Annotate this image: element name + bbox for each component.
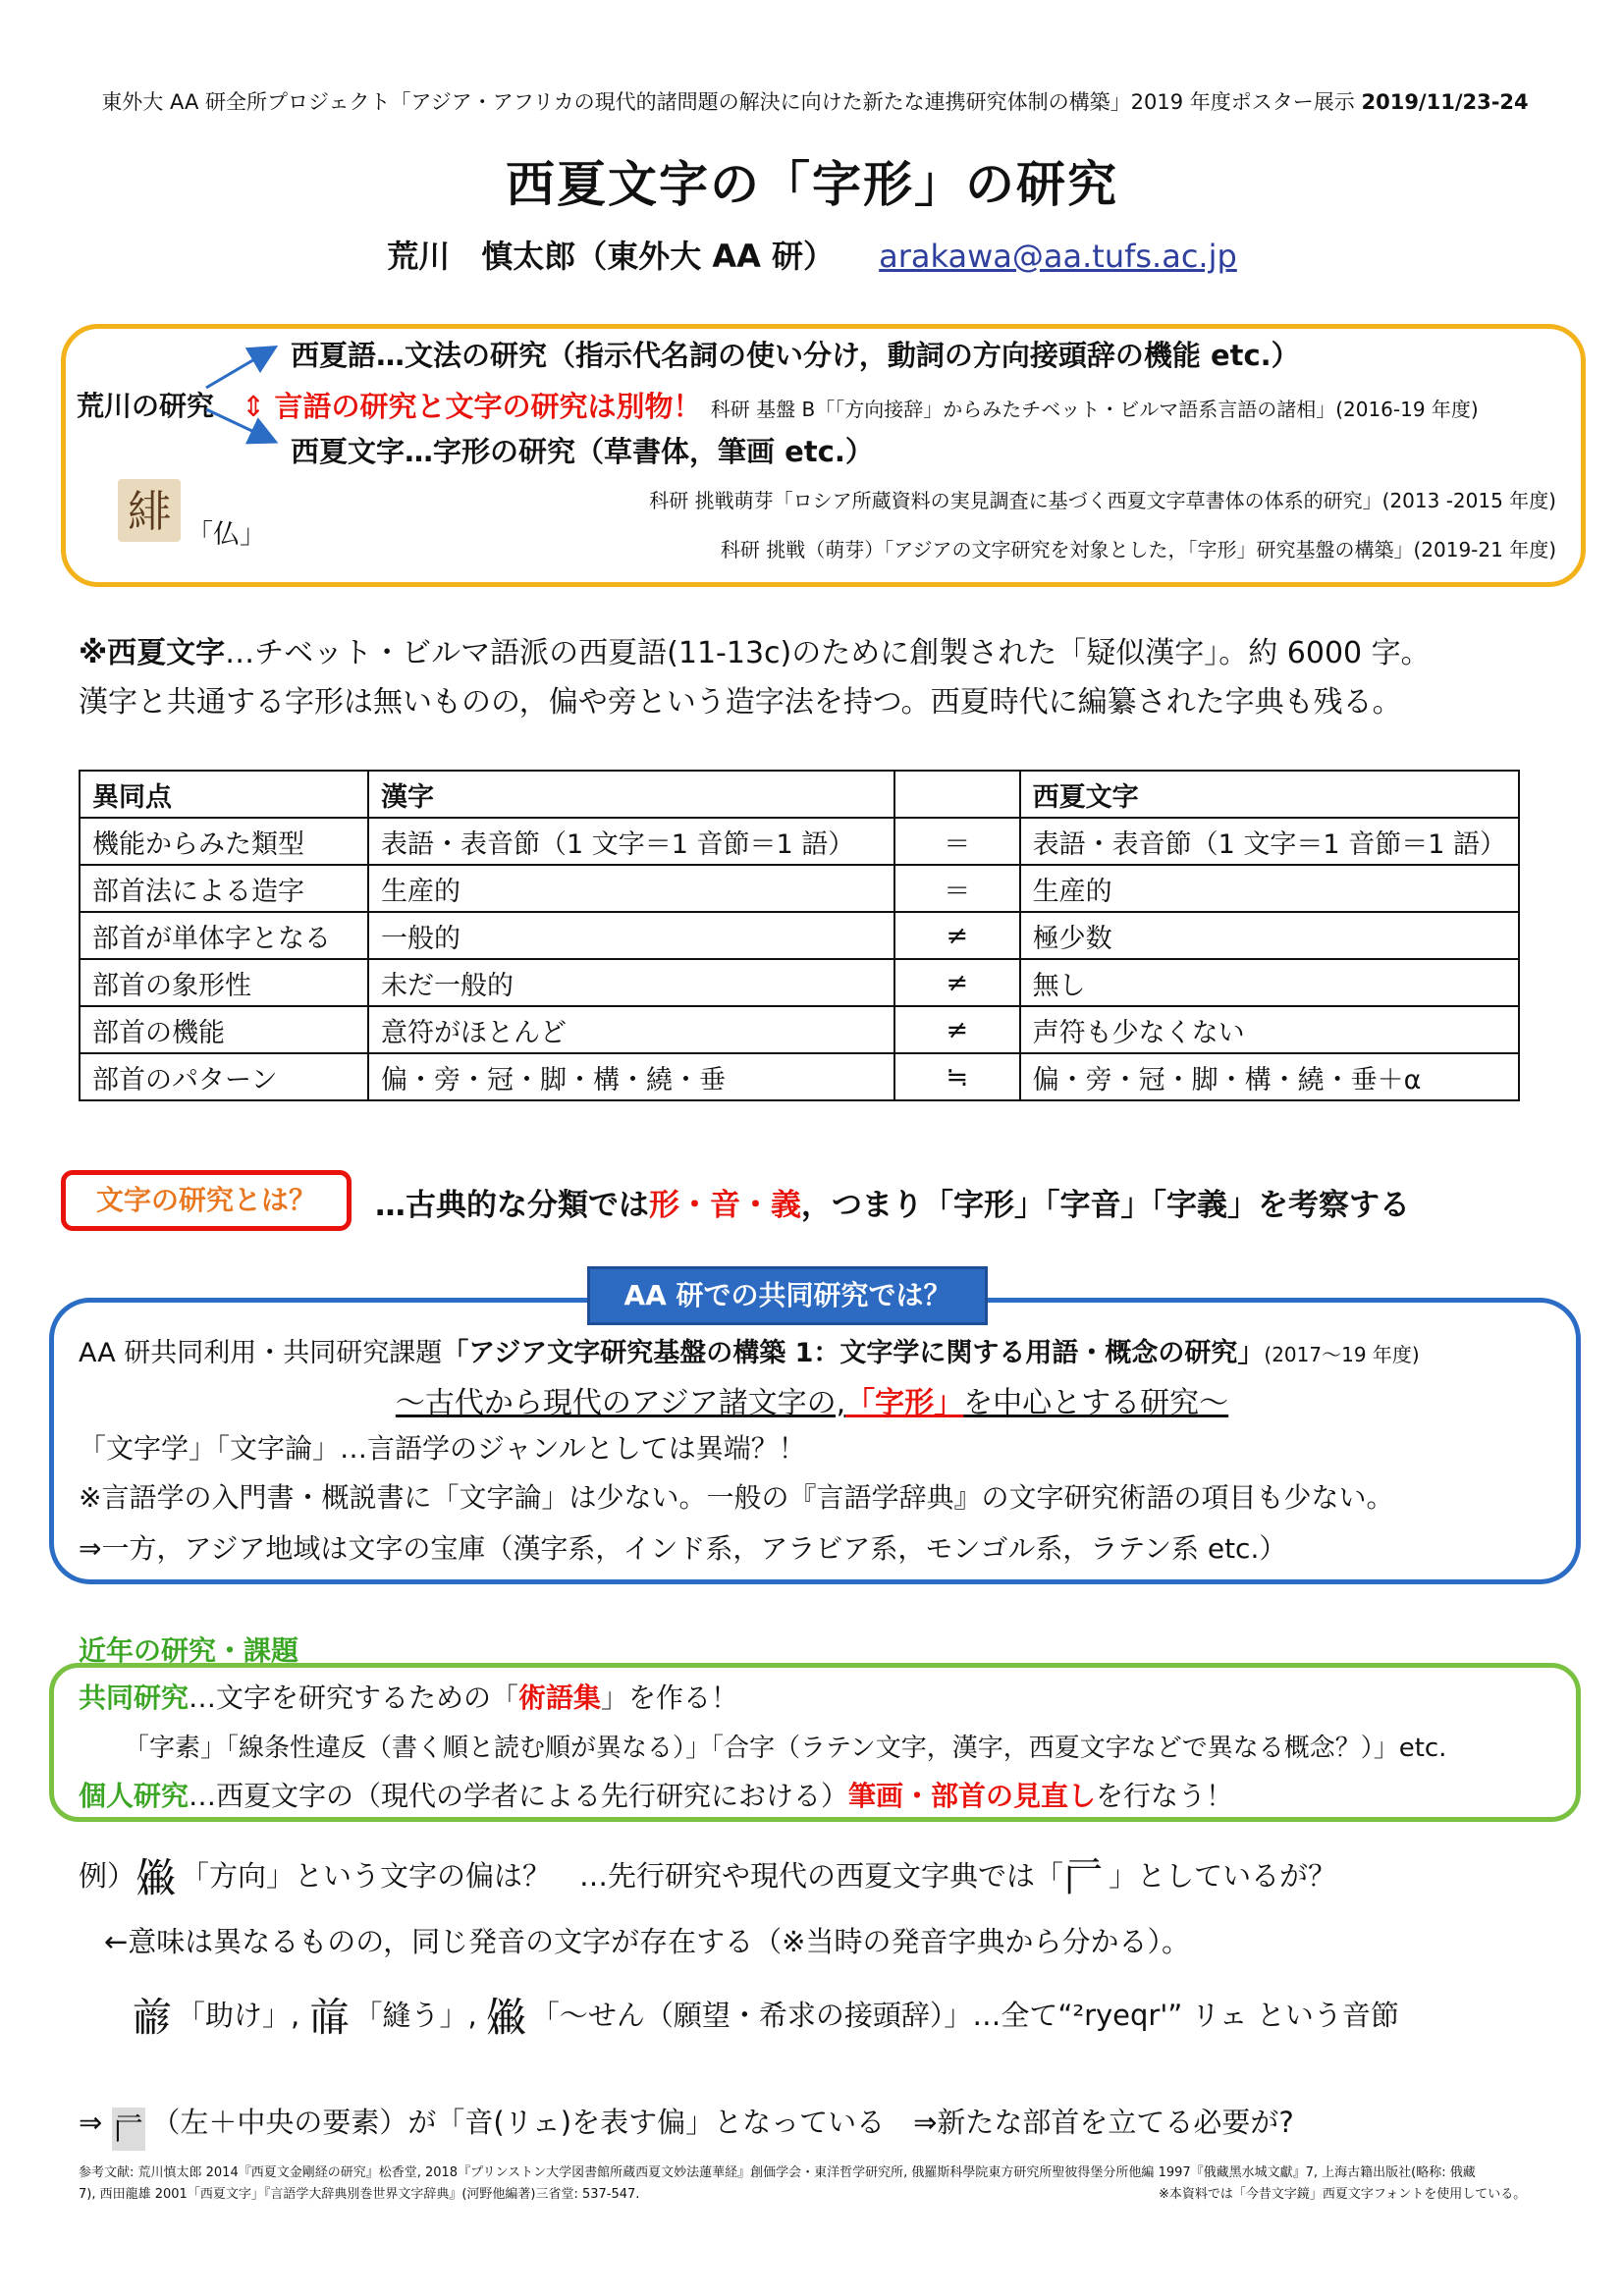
table-cell: 極少数 (1020, 912, 1519, 959)
aa-project-years: (2017～19 年度) (1264, 1343, 1420, 1366)
table-cell: 偏・旁・冠・脚・構・繞・垂＋α (1020, 1053, 1519, 1100)
header-cell (894, 771, 1020, 818)
table-row (80, 865, 1519, 912)
author-line (0, 232, 1624, 277)
joint-text-a: …文字を研究するための「 (189, 1682, 519, 1714)
aa-subtitle (0, 1378, 1624, 1421)
meaning-sew: 「縫う」, (353, 1999, 477, 2032)
arrow-up (206, 348, 273, 388)
references-line-2: 7), 西田龍雄 2001「西夏文字」『言語学大辞典別巻世界文字辞典』(河野他編著)三省堂: 537-547. (79, 2187, 640, 2202)
table-header-row (80, 771, 1519, 818)
conclusion-line (79, 2101, 1294, 2151)
table-cell: 意符がほとんど (368, 1006, 894, 1053)
project-header (79, 86, 1551, 116)
meaning-optative: 「～せん（願望・希求の接頭辞）」…全て“²ryeqr'” リェ という音節 (530, 1999, 1399, 2032)
aa-subtitle-c: を中心とする研究～ (963, 1386, 1229, 1420)
what-prefix: …古典的な分類では (375, 1188, 649, 1223)
table-cell: 声符も少なくない (1020, 1006, 1519, 1053)
aa-subtitle-jikei: 「字形」 (845, 1386, 964, 1420)
project-line: 東外大 AA 研全所プロジェクト「アジア・アフリカの現代的諸問題の解決に向けた新たな連携研究体制の構築」2019 年度ポスター展示 (101, 90, 1355, 114)
grant-kakenhi-challenge-2: 科研 挑戦（萌芽）「アジアの文字研究を対象とした，「字形」研究基盤の構築」(2019-21 年度) (720, 538, 1556, 561)
aa-project-line (79, 1331, 1420, 1369)
table-cell: 表語・表音節（1 文字＝1 音節＝1 語） (1020, 818, 1519, 865)
conclusion-arrow-icon: ⇒ (79, 2106, 103, 2139)
grammar-research: 西夏語…文法の研究（指示代名詞の使い分け，動詞の方向接頭辞の機能 etc.） (291, 339, 1300, 372)
aa-line-grammatology: 「文字学」「文字論」…言語学のジャンルとしては異端？！ (79, 1432, 806, 1465)
tangut-component-glyph-image: 𘠦 (112, 2108, 145, 2151)
tangut-glyph-sew: 𗑖 (308, 1993, 351, 2041)
table-cell: ≠ (894, 959, 1020, 1006)
table-cell: 無し (1020, 959, 1519, 1006)
references-line-1: 参考文献: 荒川慎太郎 2014『西夏文金剛経の研究』松香堂, 2018『プリンストン大学図書館所蔵西夏文妙法蓮華経』創価学会・東洋哲学研究所, 俄羅斯科學院東方研究所聖彼得堡分所他編 1997『俄藏黑水城文獻』7, 上海古籍出版社(略称: 俄藏 (79, 2165, 1476, 2180)
example-question-text: 「方向」という文字の偏は？ …先行研究や現代の西夏文字典では「 (181, 1859, 1064, 1893)
author-name: 荒川 慎太郎（東外大 AA 研） (387, 238, 836, 275)
table-row (80, 1006, 1519, 1053)
table-cell: 偏・旁・冠・脚・構・繞・垂 (368, 1053, 894, 1100)
joint-research-line (79, 1677, 738, 1716)
example-prefix: 例） (79, 1859, 136, 1893)
joint-label: 共同研究 (79, 1682, 189, 1714)
joint-text-b: 」を作る！ (601, 1682, 739, 1714)
separate-statement: 言語の研究と文字の研究は別物！ (274, 390, 702, 423)
meaning-help: 「助け」, (177, 1999, 300, 2032)
recent-research-title: 近年の研究・課題 (79, 1634, 299, 1667)
header-cell: 西夏文字 (1020, 771, 1519, 818)
table-row (80, 818, 1519, 865)
intro-line-1 (79, 628, 1431, 671)
personal-text-b: を行なう！ (1096, 1780, 1234, 1812)
glossary-highlight: 術語集 (518, 1682, 602, 1714)
intro-term: ※西夏文字 (79, 636, 226, 670)
example-question (79, 1853, 1336, 1901)
author-email-link[interactable]: arakawa@aa.tufs.ac.jp (879, 238, 1237, 275)
table-row (80, 1053, 1519, 1100)
arakawa-research-label: 荒川の研究 (77, 390, 215, 422)
table-cell: 部首が単体字となる (80, 912, 368, 959)
table-cell: 一般的 (368, 912, 894, 959)
table-cell: 表語・表音節（1 文字＝1 音節＝1 語） (368, 818, 894, 865)
grant-kakenhi-challenge-1: 科研 挑戦萌芽「ロシア所蔵資料の実見調査に基づく西夏文字草書体の体系的研究」(2013 -2015 年度) (649, 489, 1556, 512)
table-cell: 機能からみた類型 (80, 818, 368, 865)
tangut-glyph-optative: 𗏹 (485, 1993, 527, 2041)
aa-line-asia: ⇒一方，アジア地域は文字の宝庫（漢字系，インド系，アラビア系，モンゴル系，ラテン系 etc.） (79, 1532, 1287, 1565)
glyph-sample-label: 「仏」 (187, 519, 266, 550)
personal-text-a: …西夏文字の（現代の学者による先行研究における） (189, 1780, 849, 1812)
tangut-glyph-help: 𗑗 (132, 1993, 174, 2041)
table-cell: ≠ (894, 1006, 1020, 1053)
tangut-buddha-glyph-image (118, 479, 181, 542)
what-suffix: ，つまり「字形」「字音」「字義」を考察する (801, 1188, 1410, 1223)
aa-subtitle-a: ～古代から現代のアジア諸文字の, (395, 1386, 846, 1420)
table-cell: 生産的 (1020, 865, 1519, 912)
table-cell: ≠ (894, 912, 1020, 959)
page-title: 西夏文字の「字形」の研究 (506, 156, 1118, 213)
table-cell: 部首法による造字 (80, 865, 368, 912)
script-research: 西夏文字…字形の研究（草書体，筆画 etc.） (291, 435, 874, 468)
intro-line-1-text: …チベット・ビルマ語派の西夏語(11-13c)のために創製された「疑似漢字」。約 6000 字。 (225, 636, 1431, 670)
comparison-table (79, 770, 1520, 1101)
table-cell: ≒ (894, 1053, 1020, 1100)
aa-line-textbooks: ※言語学の入門書・概説書に「文字論」は少ない。一般の『言語学辞典』の文字研究術語の項目も少ない。 (79, 1481, 1394, 1514)
example-note: ←意味は異なるものの，同じ発音の文字が存在する（※当時の発音字典から分かる）。 (104, 1925, 1190, 1958)
header-cell: 漢字 (368, 771, 894, 818)
table-row (80, 959, 1519, 1006)
example-terms: 「字素」「線条性違反（書く順と読む順が異なる）」「合字（ラテン文字，漢字，西夏文字などで異なる概念？）」etc. (124, 1734, 1447, 1763)
what-is-script-research-box: 文字の研究とは？ (61, 1170, 352, 1231)
classical-classification-line (375, 1180, 1410, 1224)
personal-research-line (79, 1775, 1233, 1814)
table-cell: ＝ (894, 865, 1020, 912)
aa-section-title: AA 研での共同研究では？ (587, 1266, 988, 1325)
strokes-radicals-highlight: 筆画・部首の見直し (848, 1780, 1097, 1812)
table-cell: 部首の機能 (80, 1006, 368, 1053)
table-cell: 生産的 (368, 865, 894, 912)
exhibit-date: 2019/11/23-24 (1361, 90, 1529, 114)
header-cell: 異同点 (80, 771, 368, 818)
homophone-examples (132, 1993, 1399, 2041)
intro-line-2: 漢字と共通する字形は無いものの，偏や旁という造字法を持つ。西夏時代に編纂された字典も残る。 (79, 685, 1402, 720)
aa-project-prefix: AA 研共同利用・共同研究課題 (79, 1338, 443, 1368)
table-row (80, 912, 1519, 959)
tangut-radical-glyph: 𘠦 (1063, 1853, 1106, 1901)
form-sound-meaning: 形・音・義 (649, 1188, 801, 1223)
table-cell: 部首の象形性 (80, 959, 368, 1006)
example-question-end: 」としているが？ (1109, 1859, 1337, 1893)
cursive-glyph-drawing (118, 479, 181, 542)
updown-arrow-icon: ⇕ (242, 390, 266, 423)
personal-label: 個人研究 (79, 1780, 189, 1812)
separate-message (242, 385, 1479, 425)
table-cell: ＝ (894, 818, 1020, 865)
table-cell: 未だ一般的 (368, 959, 894, 1006)
aa-project-title: 「アジア文字研究基盤の構築 1：文字学に関する用語・概念の研究」 (442, 1338, 1265, 1368)
grant-kakenhi-b: 科研 基盤 B「「方向接辞」からみたチベット・ビルマ語系言語の諸相」(2016-19 年度) (710, 398, 1479, 421)
conclusion-text: （左＋中央の要素）が「音(リェ)を表す偏」となっている ⇒新たな部首を立てる必要が? (151, 2106, 1294, 2139)
svg-text:緋: 緋 (128, 487, 171, 537)
tangut-glyph-direction: 𗏹 (135, 1853, 178, 1901)
table-cell: 部首のパターン (80, 1053, 368, 1100)
font-note: ※本資料では「今昔文字鏡」西夏文字フォントを使用している。 (1159, 2187, 1527, 2202)
